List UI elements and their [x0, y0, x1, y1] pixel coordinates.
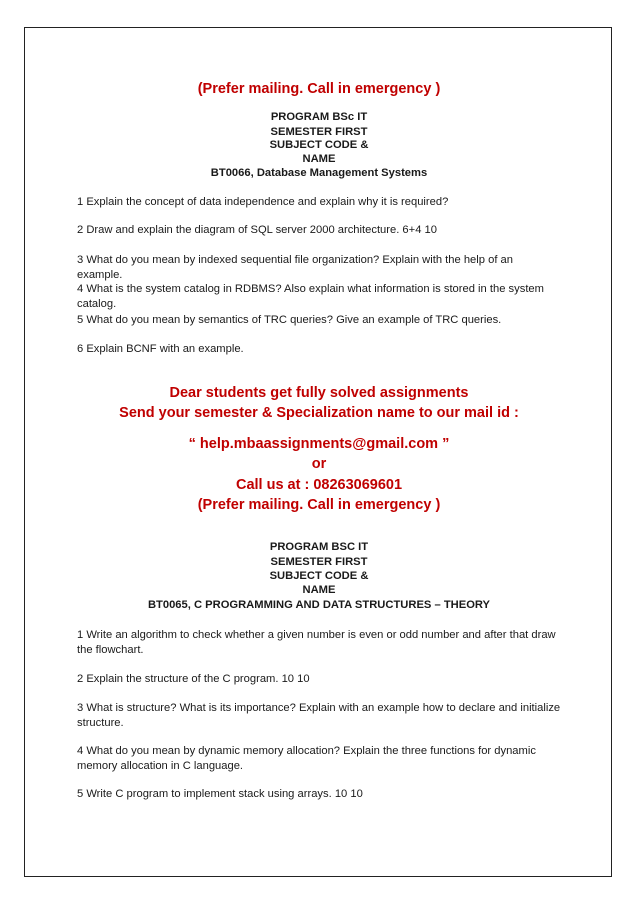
question-1-6: 6 Explain BCNF with an example.: [77, 343, 244, 355]
question-1-2: 2 Draw and explain the diagram of SQL server 2000 architecture. 6+4 10: [77, 224, 437, 236]
semester-label-2: SEMESTER FIRST: [270, 556, 368, 568]
promo-call: Call us at : 08263069601: [235, 477, 403, 493]
top-note: (Prefer mailing. Call in emergency ): [197, 81, 441, 97]
question-2-5: 5 Write C program to implement stack using arrays. 10 10: [77, 788, 363, 800]
question-2-2: 2 Explain the structure of the C program. 10 10: [77, 673, 310, 685]
question-1-3: 3 What do you mean by indexed sequential file organization? Explain with the help of an example.: [77, 254, 513, 281]
promo-email: “ help.mbaassignments@gmail.com ”: [188, 436, 450, 452]
promo-note: (Prefer mailing. Call in emergency ): [197, 497, 441, 513]
question-2-3: 3 What is structure? What is its importance? Explain with an example how to declare and initialize structure.: [77, 702, 561, 729]
question-1-4: 4 What is the system catalog in RDBMS? Also explain what information is stored in the system catalog.: [77, 283, 544, 310]
promo-or: or: [311, 456, 327, 472]
question-2-4: 4 What do you mean by dynamic memory allocation? Explain the three functions for dynamic memory allocation in C language.: [77, 745, 536, 772]
name-label-1: NAME: [302, 153, 336, 165]
program-label-1: PROGRAM BSc IT: [270, 111, 368, 123]
subject-code-label-2: SUBJECT CODE &: [269, 570, 369, 582]
name-label-2: NAME: [302, 584, 336, 596]
promo-line-1: Dear students get fully solved assignments: [169, 385, 469, 401]
question-1-1: 1 Explain the concept of data independence and explain why it is required?: [77, 196, 449, 208]
subject-code-label-1: SUBJECT CODE &: [269, 139, 369, 151]
question-2-1: 1 Write an algorithm to check whether a given number is even or odd number and after that draw the flowchart.: [77, 629, 556, 656]
promo-line-2: Send your semester & Specialization name to our mail id :: [119, 405, 519, 421]
semester-label-1: SEMESTER FIRST: [270, 126, 368, 138]
subject-title-1: BT0066, Database Management Systems: [210, 167, 428, 179]
subject-title-2: BT0065, C PROGRAMMING AND DATA STRUCTURES – THEORY: [147, 599, 491, 611]
program-label-2: PROGRAM BSC IT: [269, 541, 369, 553]
question-1-5: 5 What do you mean by semantics of TRC queries? Give an example of TRC queries.: [77, 314, 502, 326]
